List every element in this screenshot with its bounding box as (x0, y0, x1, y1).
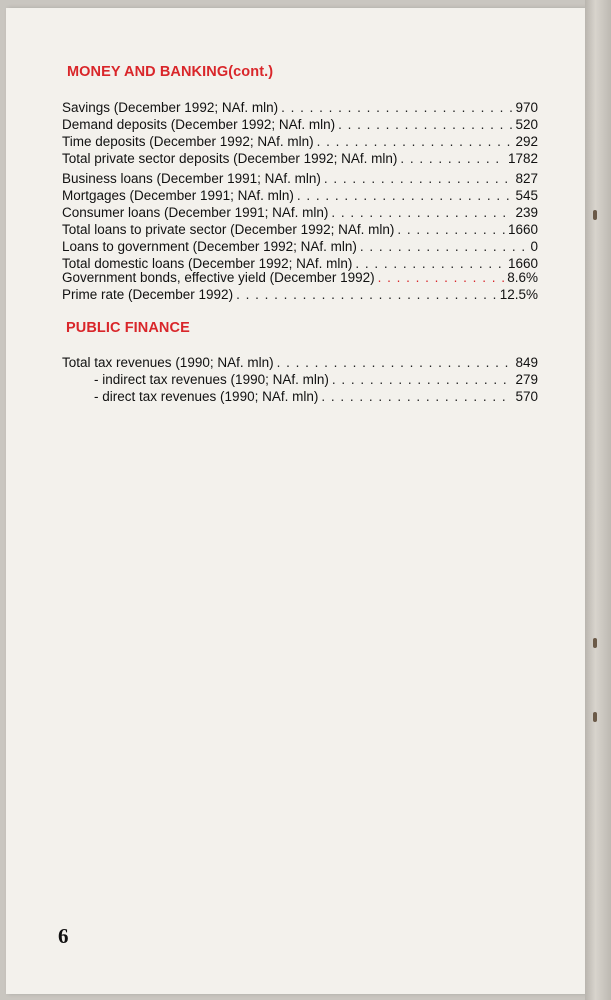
table-row (62, 388, 538, 405)
tax-group (62, 354, 538, 405)
row-value: 1782 (507, 151, 538, 166)
row-label: Prime rate (December 1992) (62, 287, 234, 302)
section-title-money-banking: MONEY AND BANKING(cont.) (67, 64, 274, 80)
row-value: 279 (515, 372, 538, 387)
table-row (62, 238, 538, 255)
row-value: 827 (515, 171, 538, 186)
binding-spine (585, 0, 611, 1000)
section-title-public-finance: PUBLIC FINANCE (66, 320, 190, 336)
row-label: Time deposits (December 1992; NAf. mln) (62, 134, 314, 149)
row-value: 8.6% (507, 270, 538, 285)
table-row (62, 354, 538, 371)
row-label: Government bonds, effective yield (December 1992) (62, 270, 375, 285)
row-label: Total loans to private sector (December 1992; NAf. mln) (62, 222, 395, 237)
row-label: Consumer loans (December 1991; NAf. mln) (62, 205, 329, 220)
row-value: 0 (530, 239, 538, 254)
rates-group (62, 269, 538, 303)
row-label: - indirect tax revenues (1990; NAf. mln) (94, 372, 329, 387)
table-row (62, 187, 538, 204)
row-label: - direct tax revenues (1990; NAf. mln) (94, 389, 319, 404)
loans-group (62, 170, 538, 272)
table-row (62, 133, 538, 150)
row-value: 570 (515, 389, 538, 404)
row-label: Mortgages (December 1991; NAf. mln) (62, 188, 294, 203)
row-label: Demand deposits (December 1992; NAf. mln) (62, 117, 336, 132)
page-number: 6 (58, 924, 69, 948)
table-row (62, 221, 538, 238)
row-label: Total domestic loans (December 1992; NAf. mln) (62, 256, 353, 271)
row-value: 1660 (507, 222, 538, 237)
row-label: Savings (December 1992; NAf. mln) (62, 100, 279, 115)
row-label: Business loans (December 1991; NAf. mln) (62, 171, 321, 186)
row-value: 239 (515, 205, 538, 220)
row-label: Loans to government (December 1992; NAf. mln) (62, 239, 357, 254)
table-row (62, 116, 538, 133)
staple (593, 638, 597, 648)
table-row (62, 204, 538, 221)
row-label: Total tax revenues (1990; NAf. mln) (62, 355, 274, 370)
table-row (62, 286, 538, 303)
row-label: Total private sector deposits (December 1992; NAf. mln) (62, 151, 398, 166)
row-value: 1660 (507, 256, 538, 271)
row-value: 12.5% (499, 287, 538, 302)
table-row (62, 269, 538, 286)
deposits-group (62, 99, 538, 167)
row-value: 970 (515, 100, 538, 115)
table-row (62, 99, 538, 116)
table-row (62, 371, 538, 388)
table-row (62, 150, 538, 167)
staple (593, 712, 597, 722)
row-value: 520 (515, 117, 538, 132)
row-value: 292 (515, 134, 538, 149)
table-row (62, 170, 538, 187)
staple (593, 210, 597, 220)
row-value: 545 (515, 188, 538, 203)
row-value: 849 (515, 355, 538, 370)
